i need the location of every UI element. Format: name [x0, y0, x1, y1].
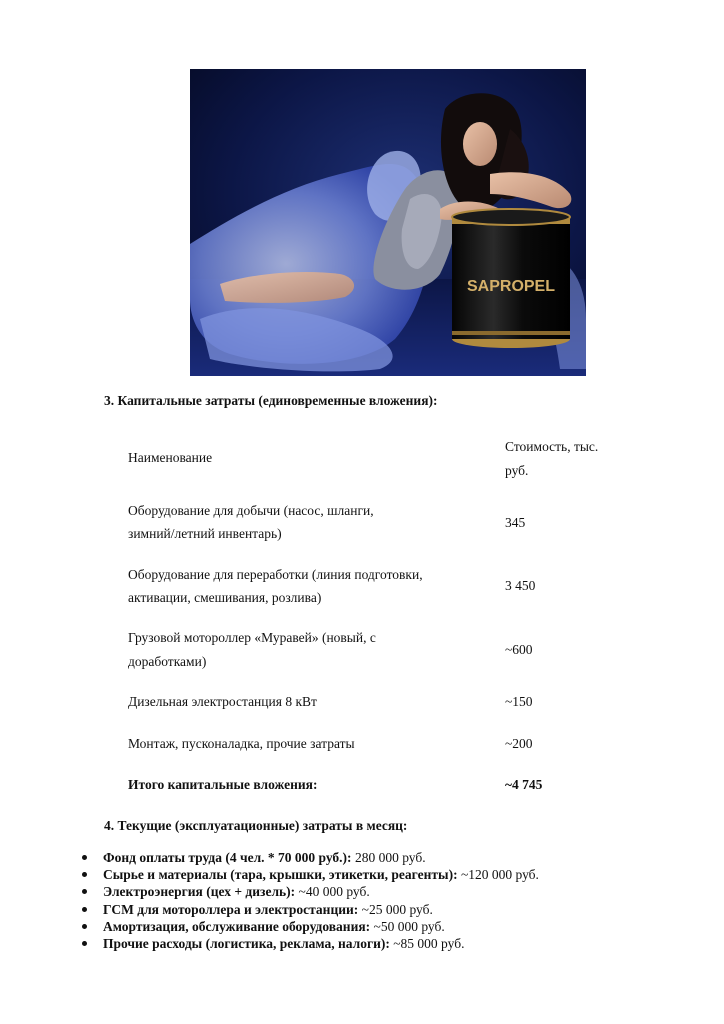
bullet-icon — [82, 855, 87, 860]
table-row-5-name: Монтаж, пусконаладка, прочие затраты — [128, 736, 355, 751]
table-total-value: ~4 745 — [505, 777, 543, 792]
barrel-label: SAPROPEL — [466, 278, 556, 295]
bullet-icon — [82, 889, 87, 894]
table-total-label: Итого капитальные вложения: — [128, 777, 318, 792]
table-header-cost-line2: руб. — [505, 463, 529, 478]
list-item: Фонд оплаты труда (4 чел. * 70 000 руб.): 280 000 руб. — [82, 849, 682, 866]
bullet-icon — [82, 924, 87, 929]
list-item: Сырье и материалы (тара, крышки, этикетки, реагенты): ~120 000 руб. — [82, 866, 682, 883]
bullet-icon — [82, 941, 87, 946]
table-row-3-value: ~600 — [505, 642, 533, 657]
promo-photo-illustration — [190, 69, 586, 376]
promo-photo — [190, 69, 586, 376]
table-row-2-name-line2: активации, смешивания, розлива) — [128, 590, 322, 605]
table-row-5-value: ~200 — [505, 736, 533, 751]
section4-title: 4. Текущие (эксплуатационные) затраты в месяц: — [104, 818, 408, 833]
list-item: Амортизация, обслуживание оборудования: ~50 000 руб. — [82, 918, 682, 935]
table-row-1-name-line2: зимний/летний инвентарь) — [128, 526, 282, 541]
table-row-1-value: 345 — [505, 515, 526, 530]
table-row-2-name-line1: Оборудование для переработки (линия подготовки, — [128, 567, 423, 582]
table-row-4-name: Дизельная электростанция 8 кВт — [128, 694, 317, 709]
table-header-cost-line1: Стоимость, тыс. — [505, 439, 599, 454]
list-item: ГСМ для мотороллера и электростанции: ~25 000 руб. — [82, 901, 682, 918]
bullet-icon — [82, 872, 87, 877]
table-row-1-name-line1: Оборудование для добычи (насос, шланги, — [128, 503, 374, 518]
list-item: Электроэнергия (цех + дизель): ~40 000 руб. — [82, 883, 682, 900]
list-item: Прочие расходы (логистика, реклама, налоги): ~85 000 руб. — [82, 935, 682, 952]
section3-title: 3. Капитальные затраты (единовременные вложения): — [104, 393, 438, 408]
table-row-3-name-line2: доработками) — [128, 654, 207, 669]
bullet-icon — [82, 907, 87, 912]
table-row-3-name-line1: Грузовой мотороллер «Муравей» (новый, с — [128, 630, 376, 645]
monthly-costs-list — [82, 849, 682, 952]
table-header-name: Наименование — [128, 450, 213, 465]
table-row-4-value: ~150 — [505, 694, 533, 709]
table-row-2-value: 3 450 — [505, 578, 536, 593]
